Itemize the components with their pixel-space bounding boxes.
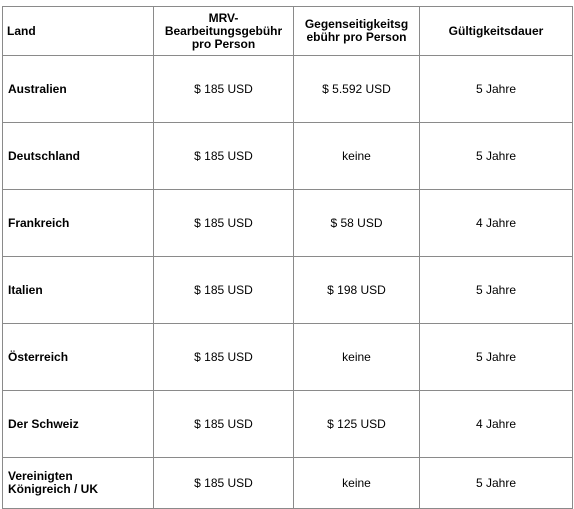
cell-mrv-fee: $ 185 USD: [154, 458, 294, 509]
cell-country: Der Schweiz: [3, 391, 154, 458]
table-row: [3, 123, 573, 190]
cell-country: Vereinigten Königreich / UK: [3, 458, 154, 509]
header-reciprocity-fee: Gegenseitigkeitsg ebühr pro Person: [294, 7, 420, 56]
header-land: Land: [3, 7, 154, 56]
cell-mrv-fee: $ 185 USD: [154, 123, 294, 190]
cell-country: Frankreich: [3, 190, 154, 257]
cell-validity: 4 Jahre: [420, 190, 573, 257]
table-row: [3, 190, 573, 257]
table-header-row: [3, 7, 573, 56]
cell-mrv-fee: $ 185 USD: [154, 257, 294, 324]
table-row: [3, 391, 573, 458]
cell-reciprocity-fee: $ 5.592 USD: [294, 56, 420, 123]
cell-reciprocity-fee: $ 58 USD: [294, 190, 420, 257]
header-mrv-fee: MRV- Bearbeitungsgebühr pro Person: [154, 7, 294, 56]
cell-validity: 5 Jahre: [420, 257, 573, 324]
cell-mrv-fee: $ 185 USD: [154, 324, 294, 391]
header-validity: Gültigkeitsdauer: [420, 7, 573, 56]
table-row: [3, 324, 573, 391]
cell-validity: 4 Jahre: [420, 391, 573, 458]
cell-country: Österreich: [3, 324, 154, 391]
cell-country: Italien: [3, 257, 154, 324]
table-row: [3, 56, 573, 123]
cell-reciprocity-fee: keine: [294, 324, 420, 391]
cell-reciprocity-fee: $ 198 USD: [294, 257, 420, 324]
cell-validity: 5 Jahre: [420, 324, 573, 391]
cell-validity: 5 Jahre: [420, 123, 573, 190]
cell-mrv-fee: $ 185 USD: [154, 190, 294, 257]
fee-table: [2, 6, 573, 509]
cell-mrv-fee: $ 185 USD: [154, 56, 294, 123]
cell-reciprocity-fee: keine: [294, 123, 420, 190]
cell-validity: 5 Jahre: [420, 56, 573, 123]
cell-reciprocity-fee: keine: [294, 458, 420, 509]
cell-validity: 5 Jahre: [420, 458, 573, 509]
table-row: [3, 458, 573, 509]
cell-reciprocity-fee: $ 125 USD: [294, 391, 420, 458]
cell-mrv-fee: $ 185 USD: [154, 391, 294, 458]
cell-country: Australien: [3, 56, 154, 123]
table-row: [3, 257, 573, 324]
cell-country: Deutschland: [3, 123, 154, 190]
